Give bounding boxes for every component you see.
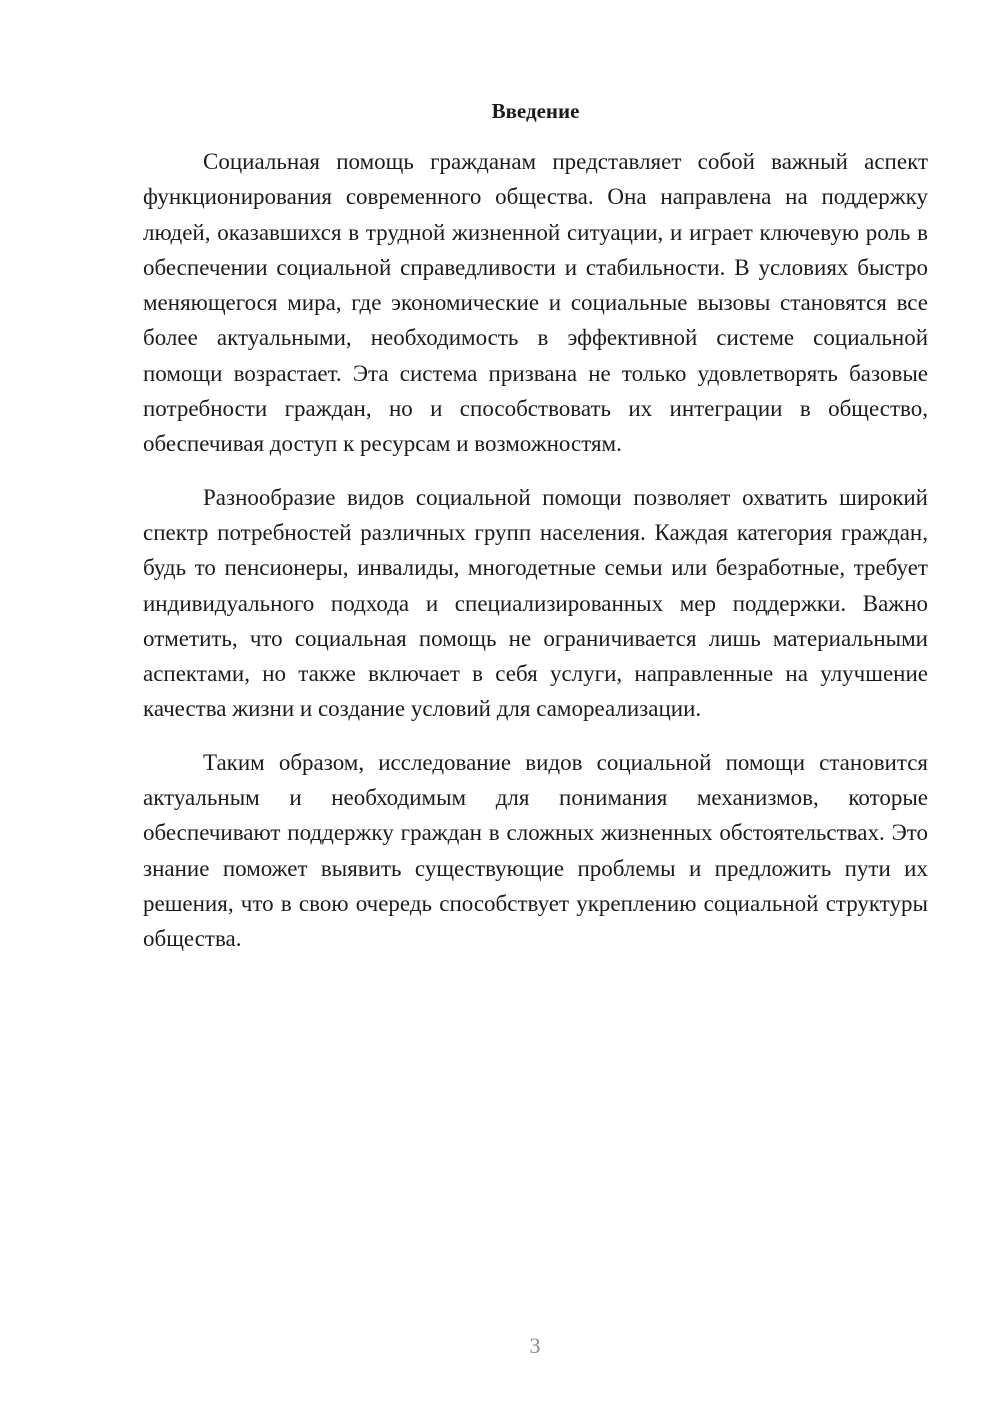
paragraph-3: Таким образом, исследование видов социальной помощи становится актуальным и необходимым для понимания механизмов, которые обеспечивают поддержку граждан в сложных жизненных обстоятельствах. Это знание поможет выявить существующие проблемы и предложить пути их решения, что в свою очередь способствует укреплению социальной структуры общества. <box>143 749 928 952</box>
section-title: Введение <box>491 99 580 123</box>
page-content <box>143 96 928 957</box>
page-number: 3 <box>529 1333 541 1358</box>
paragraph-1: Социальная помощь гражданам представляет собой важный аспект функционирования современного общества. Она направлена на поддержку людей, оказавшихся в трудной жизненной ситуации, и играет ключевую роль в обеспечении социальной справедливости и стабильности. В условиях быстро меняющегося мира, где экономические и социальные вызовы становятся все более актуальными, необходимость в эффективной системе социальной помощи возрастает. Эта система призвана не только удовлетворять базовые потребности граждан, но и способствовать их интеграции в общество, обеспечивая доступ к ресурсам и возможностям. <box>143 149 928 457</box>
paragraph-2: Разнообразие видов социальной помощи позволяет охватить широкий спектр потребностей различных групп населения. Каждая категория граждан, будь то пенсионеры, инвалиды, многодетные семьи или безработные, требует индивидуального подхода и специализированных мер поддержки. Важно отметить, что социальная помощь не ограничивается лишь материальными аспектами, но также включает в себя услуги, направленные на улучшение качества жизни и создание условий для самореализации. <box>143 484 928 722</box>
